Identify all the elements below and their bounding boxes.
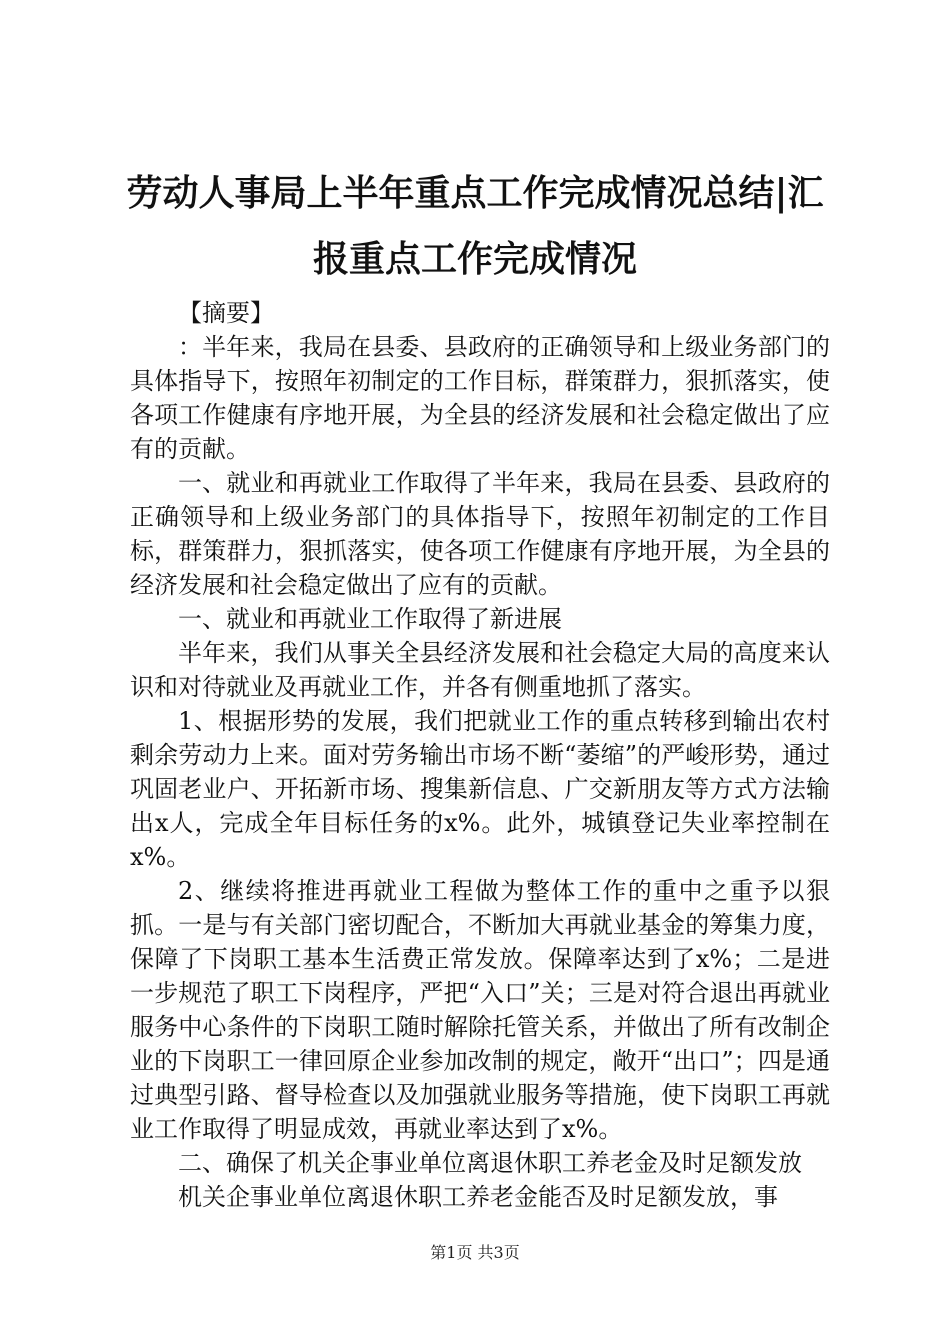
page-title: 劳动人事局上半年重点工作完成情况总结|汇报重点工作完成情况: [126, 172, 824, 280]
section-heading-pension: 二、确保了机关企事业单位离退休职工养老金及时足额发放: [178, 1149, 802, 1177]
paragraph-item-1: 1、根据形势的发展，我们把就业工作的重点转移到输出农村剩余劳动力上来。面对劳务输出市场不断“萎缩”的严峻形势，通过巩固老业户、开拓新市场、搜集新信息、广交新朋友等方式方法输出x人，完成全年目标任务的x%。此外，城镇登记失业率控制在x%。: [130, 707, 830, 871]
document-body: [130, 296, 830, 1214]
paragraph-item-2: 2、继续将推进再就业工程做为整体工作的重中之重予以狠抓。一是与有关部门密切配合，不断加大再就业基金的筹集力度，保障了下岗职工基本生活费正常发放。保障率达到了x%；二是进一步规范了职工下岗程序，严把“入口”关；三是对符合退出再就业服务中心条件的下岗职工随时解除托管关系，并做出了所有改制企业的下岗职工一律回原企业参加改制的规定，敞开“出口”；四是通过典型引路、督导检查以及加强就业服务等措施，使下岗职工再就业工作取得了明显成效，再就业率达到了x%。: [130, 877, 830, 1143]
page-footer: 第1页 共3页: [430, 1243, 520, 1262]
paragraph-pension: 机关企事业单位离退休职工养老金能否及时足额发放，事: [178, 1183, 778, 1211]
paragraph-employment-overview: 半年来，我们从事关全县经济发展和社会稳定大局的高度来认识和对待就业及再就业工作，并各有侧重地抓了落实。: [130, 639, 830, 701]
paragraph-intro: 一、就业和再就业工作取得了半年来，我局在县委、县政府的正确领导和上级业务部门的具体指导下，按照年初制定的工作目标，群策群力，狠抓落实，使各项工作健康有序地开展，为全县的经济发展和社会稳定做出了应有的贡献。: [130, 469, 830, 599]
section-heading-employment: 一、就业和再就业工作取得了新进展: [178, 605, 562, 633]
paragraph-summary: ：半年来，我局在县委、县政府的正确领导和上级业务部门的具体指导下，按照年初制定的工作目标，群策群力，狠抓落实，使各项工作健康有序地开展，为全县的经济发展和社会稳定做出了应有的贡献。: [130, 333, 830, 463]
abstract-label: 【摘要】: [178, 299, 274, 327]
